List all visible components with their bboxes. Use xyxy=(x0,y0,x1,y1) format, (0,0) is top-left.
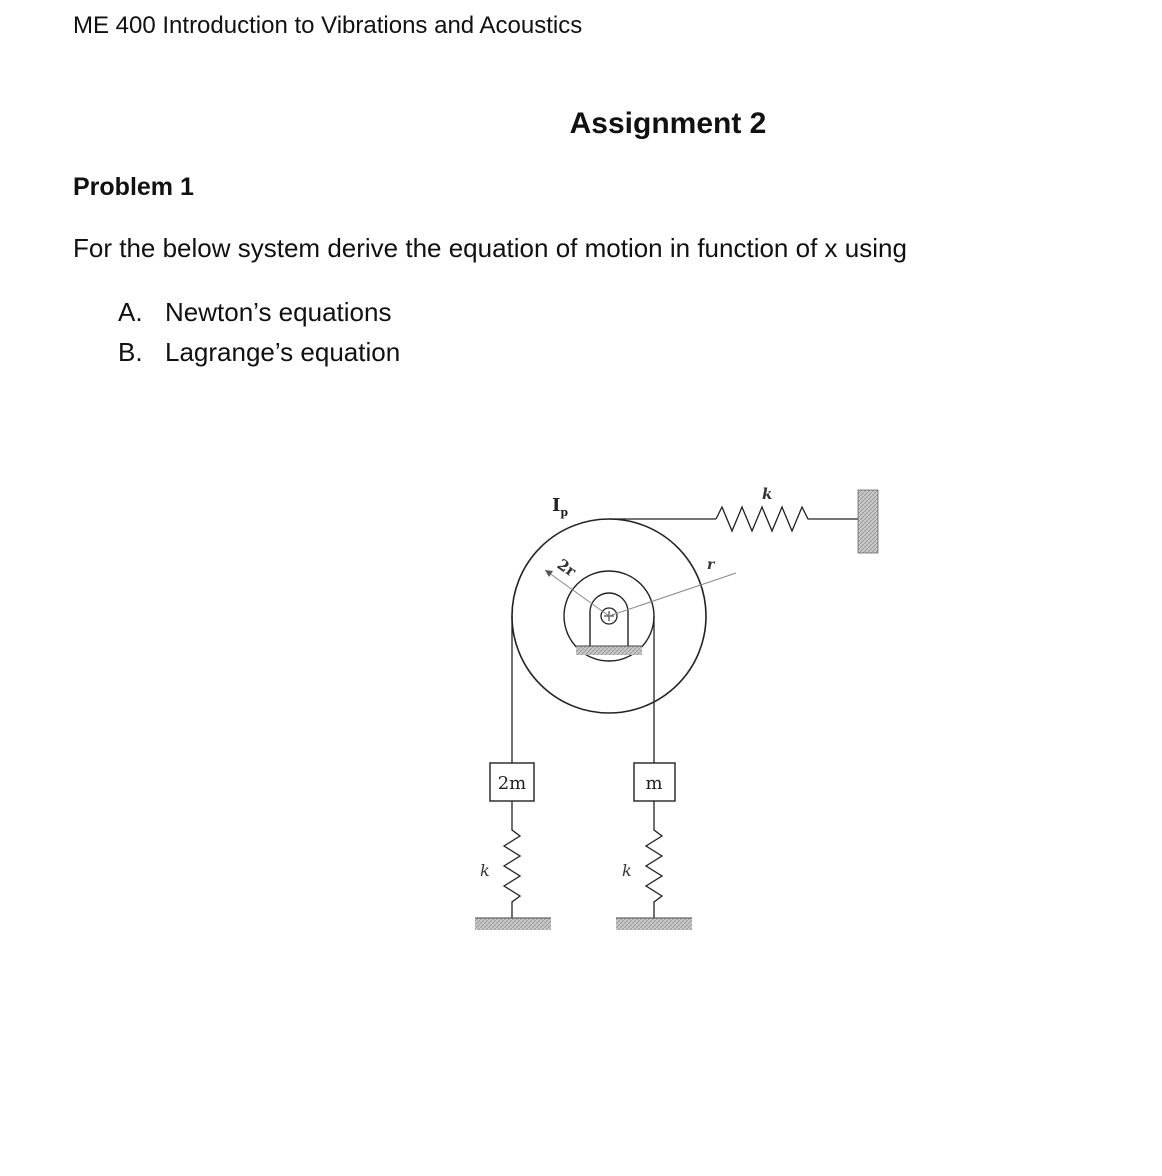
list-item xyxy=(118,332,400,372)
list-marker: B. xyxy=(118,337,143,367)
course-header: ME 400 Introduction to Vibrations and Acoustics xyxy=(73,12,583,39)
inner-radius-line xyxy=(609,573,736,616)
left-spring-label: k xyxy=(480,861,490,880)
outer-radius-line xyxy=(545,570,609,616)
method-label: Lagrange’s equation xyxy=(165,337,401,367)
top-spring xyxy=(716,507,858,531)
right-spring xyxy=(646,801,662,918)
method-list xyxy=(118,292,400,372)
left-spring xyxy=(504,801,520,918)
problem-statement: For the below system derive the equation of motion in function of x using xyxy=(73,233,907,263)
top-spring-label: k xyxy=(762,485,773,503)
right-mass-label: m xyxy=(645,773,663,794)
pivot-support xyxy=(576,593,642,655)
inertia-label: $I_p$ xyxy=(552,495,569,519)
right-spring-label: k xyxy=(622,861,632,880)
assignment-title: Assignment 2 xyxy=(569,107,767,140)
right-ground xyxy=(616,918,692,930)
outer-radius-label: 2r xyxy=(553,555,580,581)
list-item xyxy=(118,292,400,332)
right-wall xyxy=(858,490,878,553)
pulley-system-figure xyxy=(440,470,900,950)
left-ground xyxy=(475,918,551,930)
problem-heading: Problem 1 xyxy=(73,173,194,201)
left-mass-label: 2m xyxy=(497,773,527,794)
method-label: Newton’s equations xyxy=(165,297,392,327)
inner-radius-label: r xyxy=(707,557,715,573)
list-marker: A. xyxy=(118,297,143,327)
